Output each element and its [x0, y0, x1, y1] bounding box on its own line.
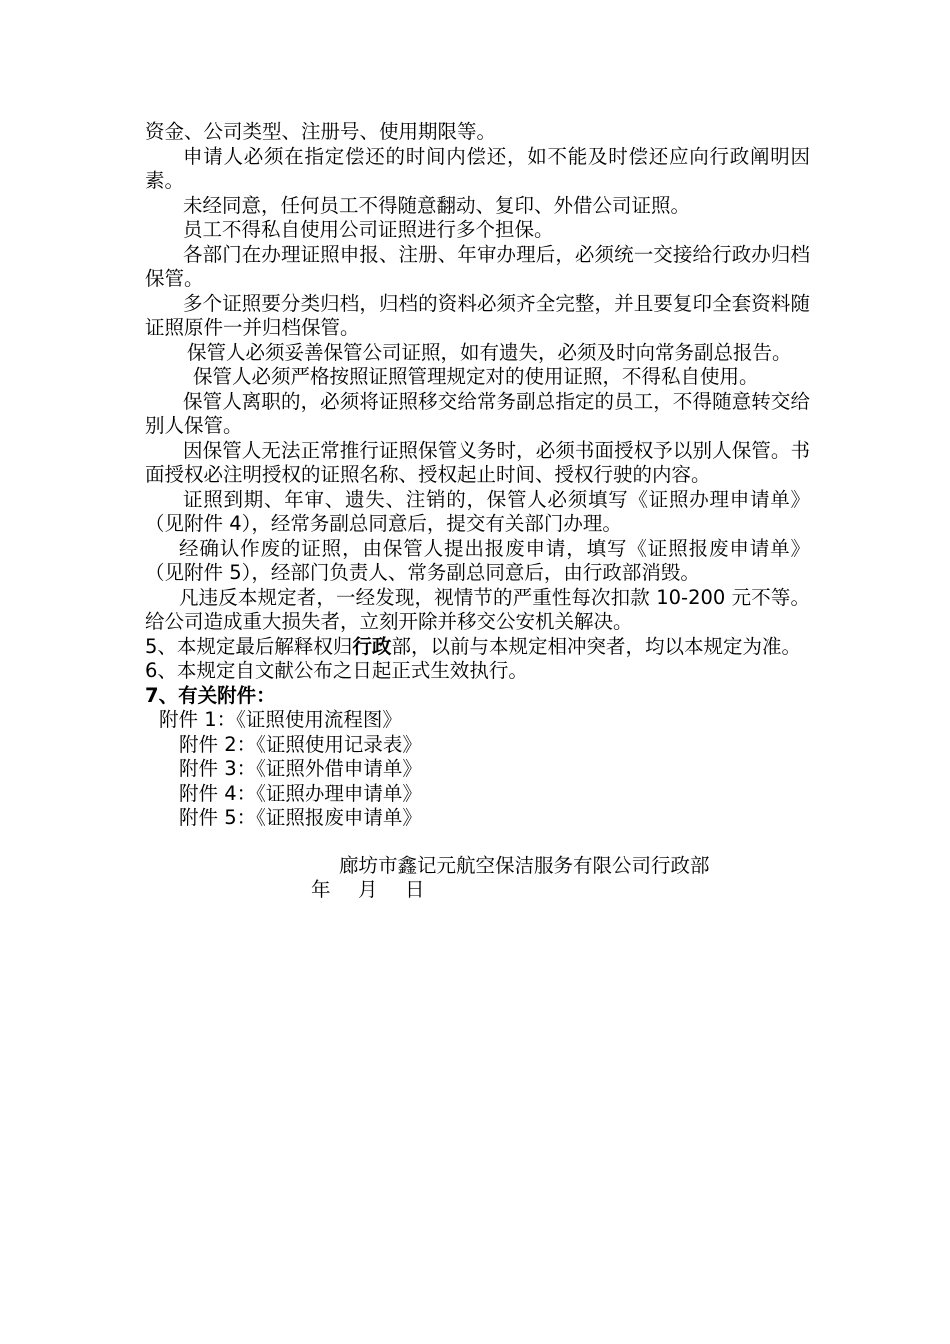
- paragraph-custodian-rules: 保管人必须严格按照证照管理规定对的使用证照，不得私自使用。: [193, 365, 759, 388]
- item-5-bold: 行政: [352, 634, 392, 658]
- attachment-item: 附件 3：《证照外借申请单》: [179, 757, 422, 780]
- attachment-item: 附件 1：《证照使用流程图》: [159, 708, 402, 731]
- date-year: 年: [311, 878, 331, 901]
- paragraph-penalty: 凡违反本规定者，一经发现，视情节的严重性每次扣款 10-200 元不等。给公司造成重大损失者，立刻开除并移交公安机关解决。: [145, 585, 810, 633]
- item-5-suffix: 部，以前与本规定相冲突者，均以本规定为准。: [391, 634, 801, 658]
- item-7-title: 7、有关附件：: [145, 683, 276, 707]
- paragraph-scrap: 经确认作废的证照，由保管人提出报废申请，填写《证照报废申请单》（见附件 5），经部门负责人、常务副总同意后，由行政部消毁。: [145, 536, 810, 584]
- paragraph-custodian-leave: 保管人离职的，必须将证照移交给常务副总指定的员工，不得随意转交给别人保管。: [145, 389, 810, 437]
- signature-organization: 廊坊市鑫记元航空保洁服务有限公司行政部: [339, 853, 710, 877]
- paragraph-expiry: 证照到期、年审、遗失、注销的，保管人必须填写《证照办理申请单》（见附件 4），经常务副总同意后，提交有关部门办理。: [145, 487, 810, 535]
- item-5-prefix: 5、本规定最后解释权归: [145, 634, 353, 658]
- paragraph-repayment: 申请人必须在指定偿还的时间内偿还，如不能及时偿还应向行政阐明因素。: [145, 144, 810, 192]
- document-body: [145, 120, 810, 903]
- paragraph-department-handover: 各部门在办理证照申报、注册、年审办理后，必须统一交接给行政办归档保管。: [145, 242, 810, 290]
- date-day: 日: [405, 878, 425, 901]
- paragraph-archive: 多个证照要分类归档，归档的资料必须齐全完整，并且要复印全套资料随证照原件一并归档保管。: [145, 291, 810, 339]
- paragraph-no-guarantee: 员工不得私自使用公司证照进行多个担保。: [183, 218, 554, 241]
- signature-date: [145, 878, 810, 903]
- paragraph-no-copy: 未经同意，任何员工不得随意翻动、复印、外借公司证照。: [183, 193, 691, 217]
- attachment-item: 附件 2：《证照使用记录表》: [179, 732, 422, 756]
- attachment-item: 附件 4：《证照办理申请单》: [179, 781, 422, 805]
- paragraph-custodian-care: 保管人必须妥善保管公司证照，如有遗失，必须及时向常务副总报告。: [187, 340, 792, 364]
- date-month: 月: [358, 878, 378, 901]
- item-6: 6、本规定自文献公布之日起正式生效执行。: [145, 659, 528, 682]
- attachment-item: 附件 5：《证照报废申请单》: [179, 806, 422, 829]
- item-5: [145, 635, 810, 660]
- paragraph-authorization: 因保管人无法正常推行证照保管义务时，必须书面授权予以别人保管。书面授权必注明授权的证照名称、授权起止时间、授权行驶的内容。: [145, 438, 810, 486]
- paragraph-continuation: 资金、公司类型、注册号、使用期限等。: [145, 120, 497, 143]
